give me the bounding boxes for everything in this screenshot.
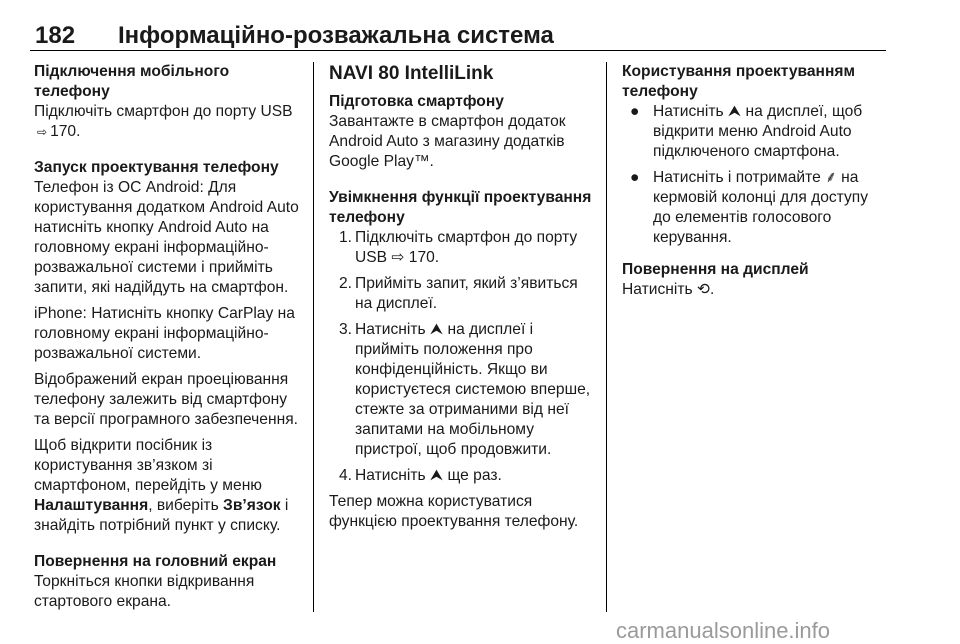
list-item bbox=[622, 168, 882, 248]
column-1 bbox=[34, 62, 302, 612]
step-number: 1. bbox=[339, 229, 353, 246]
column-divider-1 bbox=[313, 62, 314, 612]
page-ref-arrow-icon: ⇨ bbox=[37, 125, 48, 139]
step-text: Прийміть запит, який з’явиться на дисплеї. bbox=[355, 275, 578, 312]
section-title-navi80: NAVI 80 IntelliLink bbox=[329, 63, 494, 84]
list-item bbox=[329, 228, 599, 268]
step-number: 4. bbox=[339, 467, 353, 484]
step-text: Натисніть ⮝ ще раз. bbox=[355, 467, 502, 484]
menu-settings: Налаштування bbox=[34, 497, 149, 514]
header-divider bbox=[30, 50, 886, 51]
guide-text-c: і знайдіть потрібний пункт у списку. bbox=[34, 497, 289, 534]
bullet-icon: ● bbox=[630, 103, 640, 120]
bullet-list bbox=[622, 102, 882, 248]
menu-item-connection: Зв’язок bbox=[223, 497, 281, 514]
paragraph-iphone: iPhone: Натисніть кнопку CarPlay на головному екрані інформаційно-розважальної системи. bbox=[34, 305, 295, 362]
section-heading-start-projection: Запуск проектування телефону bbox=[34, 159, 279, 176]
section-heading-return-display: Повернення на дисплей bbox=[622, 261, 809, 278]
column-divider-2 bbox=[606, 62, 607, 612]
paragraph-guide bbox=[34, 436, 302, 536]
paragraph-connect-phone bbox=[34, 102, 302, 142]
bullet-text: Натисніть ⮝ на дисплеї, щоб відкрити меню Android Auto підключеного смартфона. bbox=[653, 103, 863, 160]
step-text: Підключіть смартфон до порту USB ⇨ 170. bbox=[355, 229, 578, 266]
watermark: carmanualsonline.info bbox=[616, 618, 831, 643]
guide-text-a: Щоб відкрити посібник із користування зв’язком зі смартфоном, перейдіть у меню bbox=[34, 437, 262, 494]
connect-phone-text: Підключіть смартфон до порту USB bbox=[34, 103, 293, 120]
list-item bbox=[329, 320, 599, 460]
page-title: Інформаційно-розважальна система bbox=[118, 22, 554, 49]
column-2 bbox=[329, 62, 599, 532]
paragraph-closing: Тепер можна користуватися функцією проектування телефону. bbox=[329, 493, 579, 530]
column-3 bbox=[622, 62, 882, 300]
list-item bbox=[329, 466, 599, 486]
list-item bbox=[622, 102, 882, 162]
list-item bbox=[329, 274, 599, 314]
section-heading-prepare-phone: Підготовка смартфону bbox=[329, 93, 504, 110]
paragraph-android: Телефон із ОС Android: Для користування додатком Android Auto натисніть кнопку Android Auto на головному екрані інформаційно-розважальної системи і прийміть запити, які надійдуть на смартфон. bbox=[34, 179, 299, 296]
steps-list bbox=[329, 228, 599, 486]
paragraph-return-display: Натисніть ⟲. bbox=[622, 281, 715, 298]
step-text: Натисніть ⮝ на дисплеї і прийміть положення про конфіденційність. Якщо ви користуєтеся системою вперше, стежте за отриманими від неї запитами на мобільному пристрої, щоб продовжити. bbox=[355, 321, 591, 458]
paragraph-display-depends: Відображений екран проеціювання телефону залежить від смартфону та версії програмного забезпечення. bbox=[34, 371, 298, 428]
paragraph-prepare-phone: Завантажте в смартфон додаток Android Auto з магазину додатків Google Play™. bbox=[329, 113, 566, 170]
bullet-icon: ● bbox=[630, 169, 640, 186]
page-ref-link[interactable]: 170. bbox=[50, 123, 81, 140]
section-heading-connect-phone: Підключення мобільного телефону bbox=[34, 63, 230, 100]
bullet-text: Натисніть і потримайте ⸙ на кермовій колонці для доступу до елементів голосового керування. bbox=[653, 169, 869, 246]
section-heading-use-projection: Користування проектуванням телефону bbox=[622, 63, 856, 100]
section-heading-enable-projection: Увімкнення функції проектування телефону bbox=[329, 189, 592, 226]
section-heading-return-home: Повернення на головний екран bbox=[34, 553, 277, 570]
page-number: 182 bbox=[35, 22, 76, 49]
step-number: 3. bbox=[339, 321, 353, 338]
step-number: 2. bbox=[339, 275, 353, 292]
page-header bbox=[30, 20, 886, 52]
guide-text-b: , виберіть bbox=[148, 497, 219, 514]
paragraph-return-home: Торкніться кнопки відкривання стартового екрана. bbox=[34, 573, 255, 610]
